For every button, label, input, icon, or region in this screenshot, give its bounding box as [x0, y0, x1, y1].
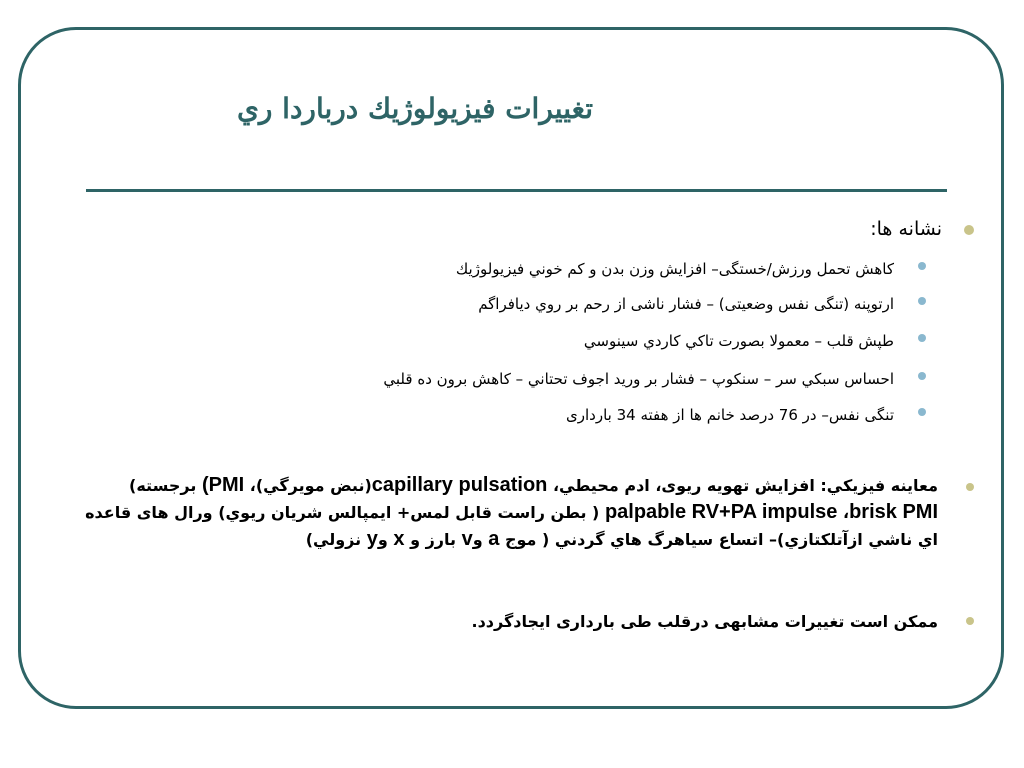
sign-item: ارتوپنه (تنگی نفس وضعیتی) – فشار ناشی از رحم بر روي دیافراگم	[478, 295, 894, 313]
exam-line-1	[52, 472, 938, 499]
bullet-icon	[918, 297, 926, 305]
exam-term: a	[488, 528, 500, 550]
title-divider	[86, 189, 947, 192]
exam-line-3	[52, 526, 938, 553]
sign-item: طپش قلب – معمولا بصورت تاكي كاردي سینوسي	[583, 332, 894, 350]
signs-heading: نشانه ها:	[870, 218, 942, 240]
exam-text: معاینه فیزیكي: افزایش تهویه ریوی، ادم محیطي،	[552, 476, 938, 495]
slide-title: تغییرات فیزیولوژیك درباردا ري	[236, 92, 593, 125]
exam-term: x	[393, 528, 405, 550]
exam-text: و	[472, 530, 483, 549]
exam-term: capillary pulsation	[371, 474, 548, 496]
sign-item: احساس سبكي سر – سنكوپ – فشار بر ورید اجوف تحتاني – كاهش برون ده قلبي	[383, 370, 894, 388]
exam-text: ،	[843, 503, 850, 522]
exam-text: (نبض مویرگي)،	[249, 476, 372, 495]
exam-text: بارز و	[410, 530, 457, 549]
exam-text: و	[377, 530, 388, 549]
exam-text: اي ناشي ازآتلكتازي)– اتساع سیاهرگ هاي گردني ( موج	[504, 530, 938, 549]
bullet-icon	[918, 262, 926, 270]
bullet-icon	[918, 372, 926, 380]
sign-item: تنگی نفس– در 76 درصد خانم ها از هفته 34 بارداری	[566, 406, 894, 424]
exam-line-2	[52, 499, 938, 526]
exam-term: y	[366, 528, 378, 550]
exam-term: brisk PMI	[849, 501, 938, 523]
bullet-icon	[918, 408, 926, 416]
slide-frame	[18, 27, 1004, 709]
sign-item: كاهش تحمل ورزش/خستگی– افزایش وزن بدن و كم خوني فیزیولوژیك	[455, 260, 894, 278]
bullet-icon	[964, 225, 974, 235]
exam-term: palpable RV+PA impulse	[604, 501, 838, 523]
exam-paragraph	[52, 472, 938, 553]
bullet-icon	[966, 483, 974, 491]
exam-text: برجسته)	[129, 476, 197, 495]
exam-term: v	[461, 528, 473, 550]
exam-term: (PMI	[201, 474, 245, 496]
bullet-icon	[918, 334, 926, 342]
bullet-icon	[966, 617, 974, 625]
note-text: ممكن است تغییرات مشابهی درقلب طی بارداری ایجادگردد.	[471, 612, 938, 631]
exam-text: ( بطن راست قابل لمس+ ایمپالس شریان ریوي) ورال های قاعده	[85, 503, 600, 522]
exam-text: نزولي)	[305, 530, 362, 549]
